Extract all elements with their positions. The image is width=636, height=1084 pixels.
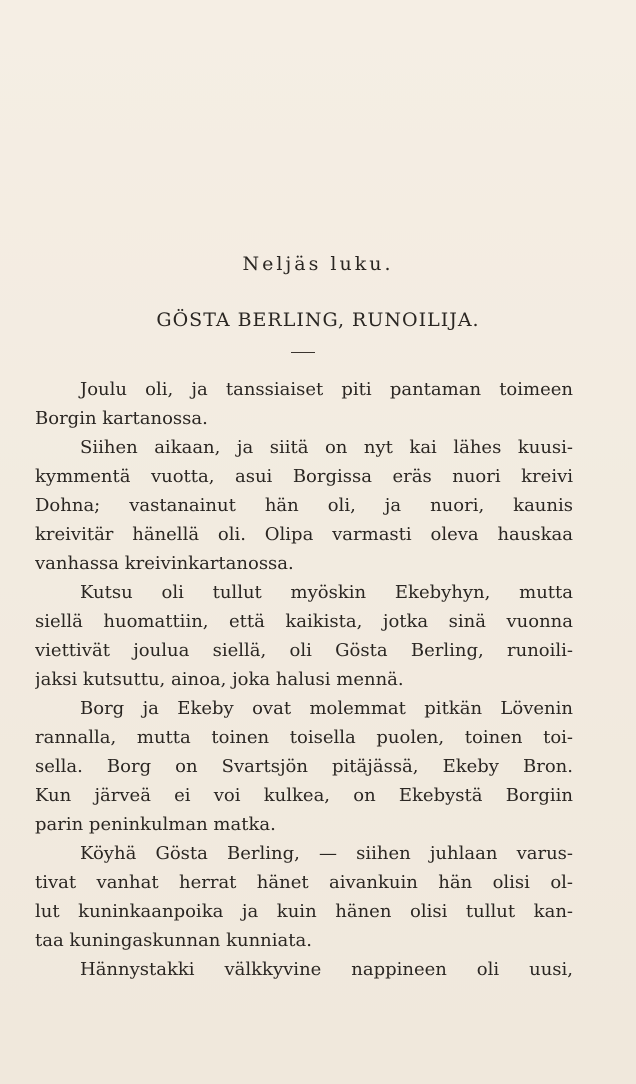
text-line: rannalla, mutta toinen toisella puolen, toinen toi- (35, 727, 573, 748)
text-line: Hännystakki välkkyvine nappineen oli uusi, (80, 959, 573, 980)
text-line: sella. Borg on Svartsjön pitäjässä, Ekeby Bron. (35, 756, 573, 777)
text-line: Kutsu oli tullut myöskin Ekebyhyn, mutta (80, 582, 573, 603)
chapter-number: Neljäs luku. (242, 253, 394, 275)
body-text (35, 375, 573, 984)
text-line: siellä huomattiin, että kaikista, jotka sinä vuonna (35, 611, 573, 632)
text-line: jaksi kutsuttu, ainoa, joka halusi mennä. (35, 669, 404, 690)
chapter-title: GÖSTA BERLING, RUNOILIJA. (156, 309, 480, 331)
text-line: Dohna; vastanainut hän oli, ja nuori, kaunis (35, 495, 573, 516)
text-line: Borg ja Ekeby ovat molemmat pitkän Lövenin (80, 698, 573, 719)
text-line: Köyhä Gösta Berling, — siihen juhlaan varus- (80, 843, 573, 864)
text-line: Kun järveä ei voi kulkea, on Ekebystä Borgiin (35, 785, 573, 806)
text-line: parin peninkulman matka. (35, 814, 276, 835)
text-line: vanhassa kreivinkartanossa. (35, 553, 294, 574)
text-line: Siihen aikaan, ja siitä on nyt kai lähes kuusi- (80, 437, 573, 458)
text-line: taa kuningaskunnan kunniata. (35, 930, 312, 951)
text-line: viettivät joulua siellä, oli Gösta Berling, runoili- (35, 640, 573, 661)
text-line: tivat vanhat herrat hänet aivankuin hän olisi ol- (35, 872, 573, 893)
text-line: kreivitär hänellä oli. Olipa varmasti oleva hauskaa (35, 524, 573, 545)
text-line: lut kuninkaanpoika ja kuin hänen olisi tullut kan- (35, 901, 573, 922)
title-divider (291, 352, 315, 353)
text-line: Borgin kartanossa. (35, 408, 208, 429)
text-line: Joulu oli, ja tanssiaiset piti pantaman toimeen (80, 379, 573, 400)
text-line: kymmentä vuotta, asui Borgissa eräs nuori kreivi (35, 466, 573, 487)
